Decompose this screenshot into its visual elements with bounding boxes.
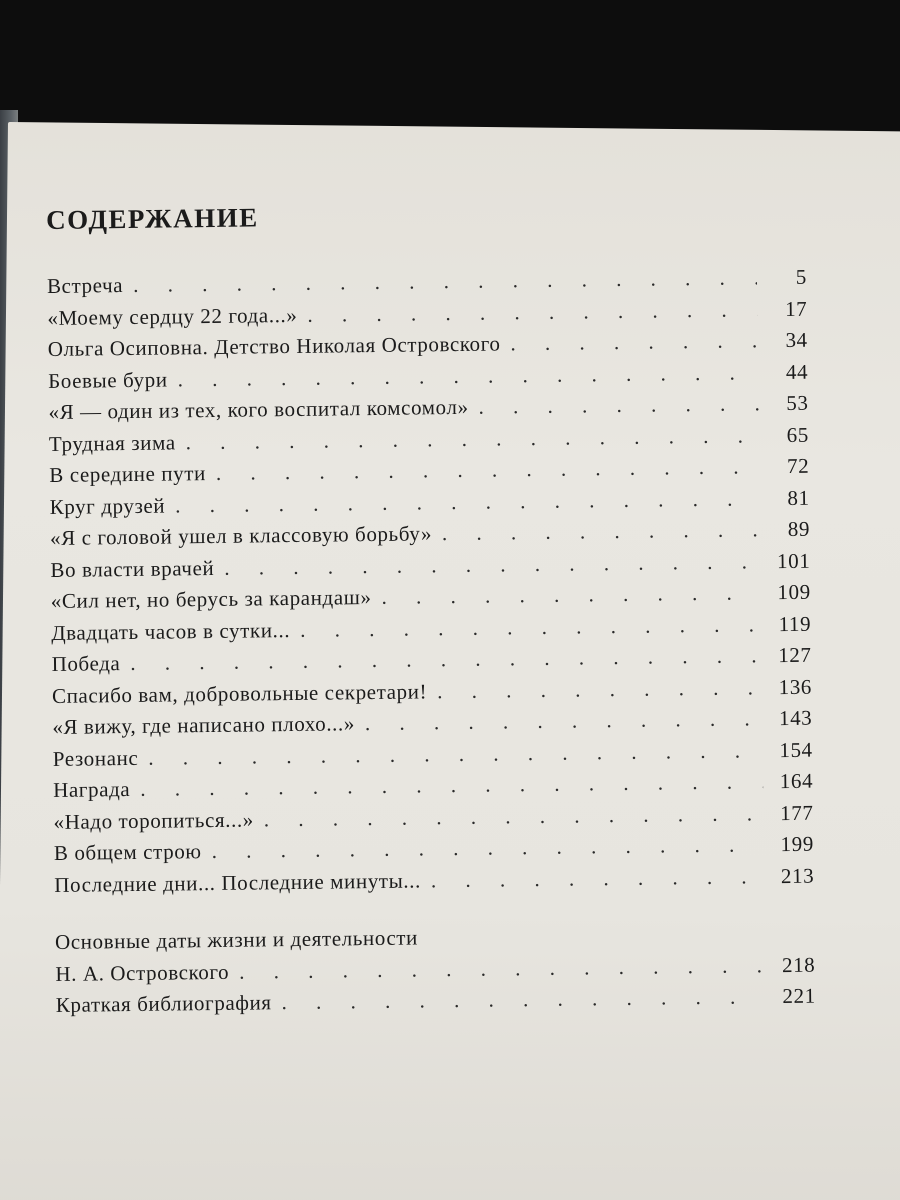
toc-heading: СОДЕРЖАНИЕ <box>46 202 259 235</box>
toc-entry-page: 101 <box>776 548 811 573</box>
toc-entry-title: «Я с головой ушел в классовую борьбу» <box>49 521 433 550</box>
toc-entry-title: «Моему сердцу 22 года...» <box>47 302 298 330</box>
toc-leader-dots <box>381 580 761 610</box>
toc-entry-page: 89 <box>787 516 811 541</box>
toc-entry-page: 72 <box>786 453 810 478</box>
toc-entry-page: 154 <box>779 737 813 762</box>
toc-entry-page: 34 <box>785 327 808 352</box>
toc-entry-title: Победа <box>51 651 121 676</box>
toc-entry-title: Резонанс <box>52 745 139 771</box>
toc-entry-page: 218 <box>781 952 816 977</box>
toc-entry-title: Н. А. Островского <box>55 959 230 986</box>
toc-entry-title: Последние дни... Последние минуты... <box>54 867 422 897</box>
toc-entry-title: Основные даты жизни и деятельности <box>54 925 419 954</box>
toc-leader-dots <box>211 832 764 864</box>
toc-entry-page: 199 <box>780 831 815 857</box>
toc-entry-title: В середине пути <box>49 461 207 487</box>
toc-entry-page: 119 <box>778 611 812 636</box>
toc-leader-dots <box>239 953 765 984</box>
toc-entry-title: Встреча <box>46 273 124 298</box>
toc-entry-title: «Сил нет, но берусь за карандаш» <box>50 585 372 613</box>
toc-leader-dots <box>431 864 765 893</box>
toc-leader-dots <box>224 549 760 581</box>
toc-entries <box>47 265 815 904</box>
toc-leader-dots <box>510 328 758 356</box>
table-of-contents <box>46 196 816 1025</box>
toc-entry-title: Награда <box>53 777 131 802</box>
toc-entry-title: Краткая библиография <box>55 990 272 1017</box>
toc-entry-title: Боевые бури <box>47 367 168 393</box>
toc-leader-dots <box>437 675 762 704</box>
toc-entry-page: 213 <box>780 863 815 888</box>
toc-entry-page: 164 <box>779 768 814 794</box>
toc-entry-title: «Я — один из тех, кого воспитал комсомол» <box>48 394 469 424</box>
toc-entry-title: Спасибо вам, добровольные секретари! <box>51 678 428 708</box>
toc-entry-page: 109 <box>777 579 811 605</box>
toc-leader-dots <box>478 391 758 419</box>
toc-entry-page: 44 <box>785 359 809 384</box>
toc-entry-page: 221 <box>782 983 816 1009</box>
toc-entry-page: 177 <box>780 800 814 825</box>
toc-entry-page: 81 <box>787 485 810 510</box>
toc-leader-dots <box>365 706 763 736</box>
toc-entry-title: Трудная зима <box>48 429 176 456</box>
toc-entry-title: Круг друзей <box>49 493 166 519</box>
toc-leader-dots <box>133 265 757 298</box>
toc-entry-page: 127 <box>778 642 812 668</box>
toc-entry-page: 53 <box>786 390 809 415</box>
toc-entry-title: В общем строю <box>53 839 202 865</box>
toc-entry-page: 5 <box>795 264 808 289</box>
toc-entry-page: 143 <box>778 705 813 731</box>
toc-leader-dots <box>264 801 764 832</box>
toc-leader-dots <box>281 984 765 1015</box>
toc-leader-dots <box>300 612 761 643</box>
toc-entry-page: 136 <box>778 674 813 699</box>
toc-entry-title: «Надо торопиться...» <box>53 807 254 834</box>
toc-leader-dots <box>216 454 760 486</box>
toc-entry-page: 65 <box>786 422 810 447</box>
toc-entry-title: Ольга Осиповна. Детство Николая Островского <box>47 331 501 361</box>
toc-entry-title: Двадцать часов в сутки... <box>51 617 291 645</box>
toc-leader-dots <box>307 297 757 327</box>
toc-entry-title: «Я вижу, где написано плохо...» <box>52 711 356 739</box>
toc-entry-title: Во власти врачей <box>50 555 215 582</box>
toc-entry-page: 17 <box>784 296 808 321</box>
toc-leader-dots <box>442 517 760 546</box>
